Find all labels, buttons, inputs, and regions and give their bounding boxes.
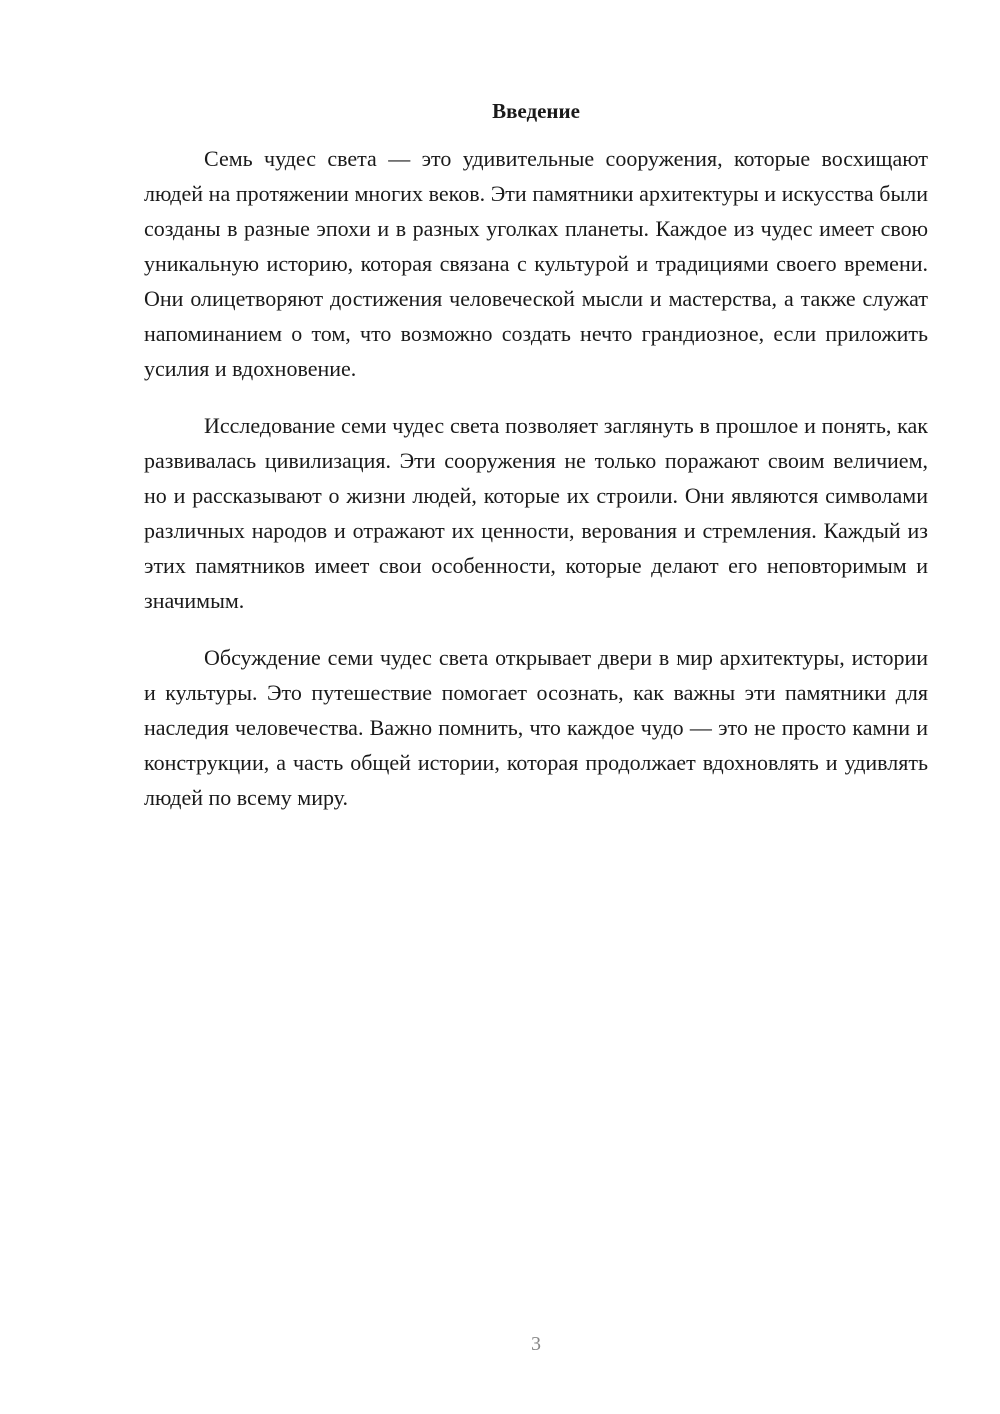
page-number: 3 <box>531 1333 541 1355</box>
paragraph-2: Исследование семи чудес света позволяет заглянуть в прошлое и понять, как развивалась цивилизация. Эти сооружения не только поражают своим величием, но и рассказывают о жизни людей, которые их строили. Они являются символами различных народов и отражают их ценности, верования и стремления. Каждый из этих памятников имеет свои особенности, которые делают его неповторимым и значимым. <box>144 413 928 613</box>
paragraph-3: Обсуждение семи чудес света открывает двери в мир архитектуры, истории и культуры. Это путешествие помогает осознать, как важны эти памятники для наследия человечества. Важно помнить, что каждое чудо — это не просто камни и конструкции, а часть общей истории, которая продолжает вдохновлять и удивлять людей по всему миру. <box>144 645 928 810</box>
page-content <box>144 95 928 837</box>
section-title: Введение <box>492 99 580 123</box>
paragraph-1: Семь чудес света — это удивительные сооружения, которые восхищают людей на протяжении многих веков. Эти памятники архитектуры и искусства были созданы в разные эпохи и в разных уголках планеты. Каждое из чудес имеет свою уникальную историю, которая связана с культурой и традициями своего времени. Они олицетворяют достижения человеческой мысли и мастерства, а также служат напоминанием о том, что возможно создать нечто грандиозное, если приложить усилия и вдохновение. <box>144 146 928 381</box>
